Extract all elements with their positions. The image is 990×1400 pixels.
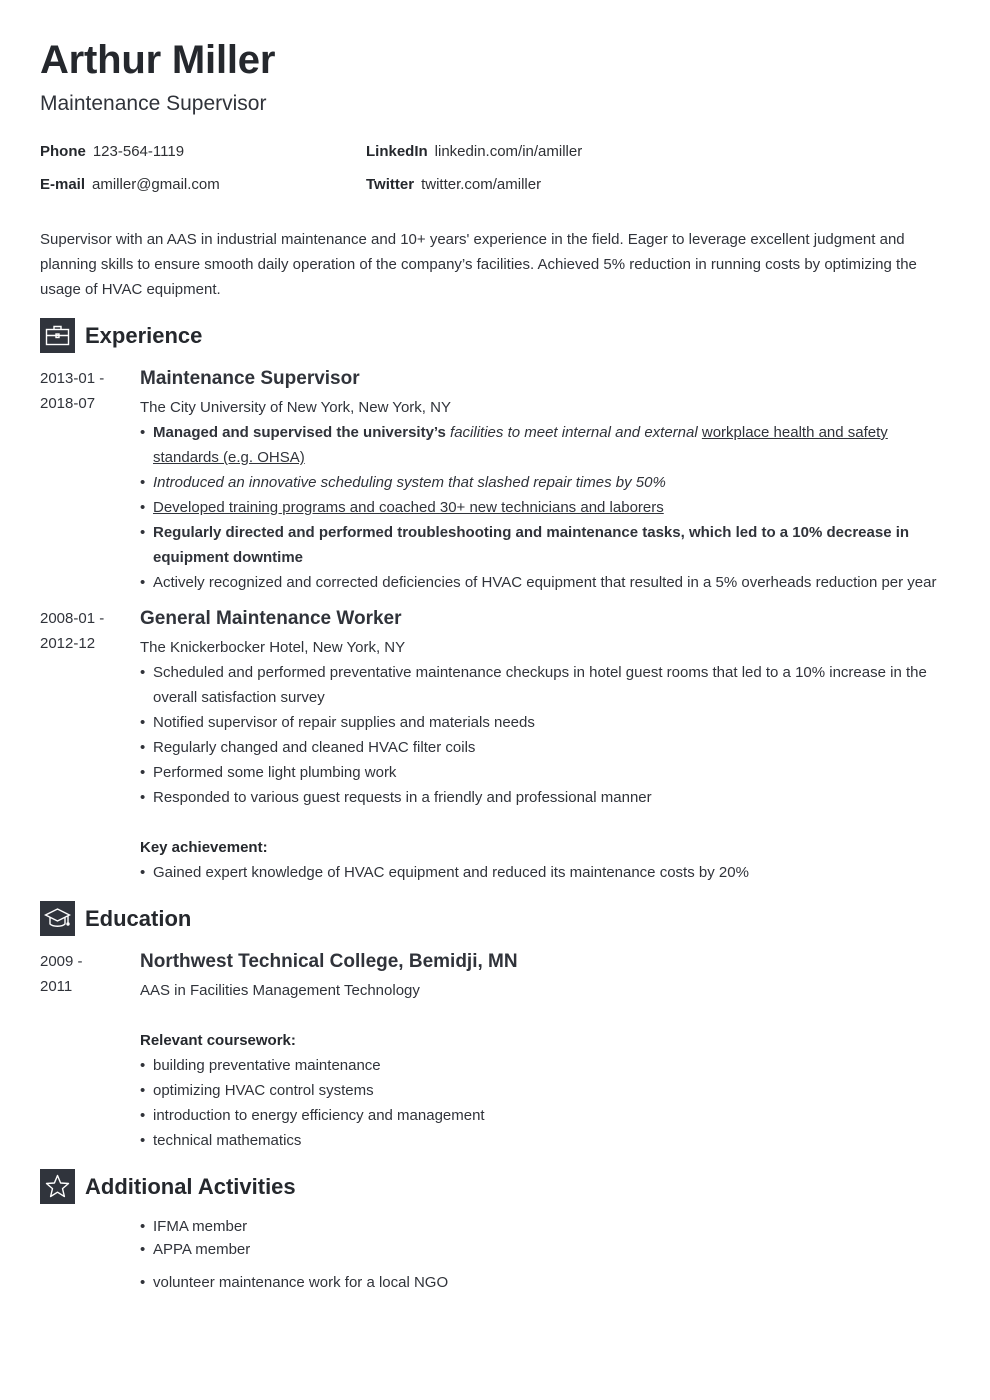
education-heading: Education bbox=[85, 906, 192, 931]
coursework-item: • introduction to energy efficiency and management bbox=[140, 1103, 950, 1128]
job-bullet: • Responded to various guest requests in a friendly and professional manner bbox=[140, 785, 950, 810]
job-bullet bbox=[140, 470, 950, 495]
degree: AAS in Facilities Management Technology bbox=[140, 982, 420, 999]
contact-linkedin bbox=[366, 142, 582, 162]
school-name: Northwest Technical College, Bemidji, MN bbox=[140, 951, 518, 972]
bullet-italic-text: facilities to meet internal and external bbox=[450, 424, 698, 441]
key-achievement-label: Key achievement: bbox=[140, 839, 268, 856]
education-section-header bbox=[40, 901, 191, 936]
activities-heading: Additional Activities bbox=[85, 1174, 296, 1199]
contact-email bbox=[40, 175, 220, 195]
bullet-italic-text: Introduced an innovative scheduling system that slashed repair times by 50% bbox=[153, 474, 666, 491]
job-bullet: • Performed some light plumbing work bbox=[140, 760, 950, 785]
bullet-underline-text: workplace health and safety standards (e.g. OHSA) bbox=[153, 424, 888, 466]
job-organization: The Knickerbocker Hotel, New York, NY bbox=[140, 639, 406, 656]
linkedin-label: LinkedIn bbox=[366, 143, 428, 160]
job-organization: The City University of New York, New York, NY bbox=[140, 399, 451, 416]
coursework-item: • technical mathematics bbox=[140, 1128, 950, 1153]
experience-section-header bbox=[40, 318, 202, 353]
bullet-bold-text: Managed and supervised the university’s bbox=[153, 424, 446, 441]
briefcase-icon bbox=[40, 318, 75, 353]
date-end: 2018-07 bbox=[40, 395, 96, 412]
job-bullets bbox=[140, 420, 950, 595]
coursework-list bbox=[140, 1053, 950, 1153]
email-label: E-mail bbox=[40, 176, 86, 193]
achievement-bullets bbox=[140, 860, 950, 885]
experience-heading: Experience bbox=[85, 323, 203, 348]
linkedin-value[interactable]: linkedin.com/in/amiller bbox=[434, 143, 583, 160]
bullet-bold-text: Regularly directed and performed troubleshooting and maintenance tasks, which led to a 10% decrease in equipment downtime bbox=[153, 524, 910, 566]
activities-section-header bbox=[40, 1169, 296, 1204]
graduation-cap-icon bbox=[40, 901, 75, 936]
contact-phone bbox=[40, 142, 184, 162]
date-start: 2013-01 - bbox=[40, 370, 105, 387]
contact-twitter bbox=[366, 175, 541, 195]
activities-list bbox=[140, 1214, 950, 1295]
job-bullet bbox=[140, 520, 950, 570]
job-bullets bbox=[140, 660, 950, 810]
bullet-underline-text: Developed training programs and coached 30+ new technicians and laborers bbox=[153, 499, 664, 516]
education-dates bbox=[40, 949, 130, 999]
twitter-label: Twitter bbox=[366, 176, 415, 193]
job-bullet: • Scheduled and performed preventative maintenance checkups in hotel guest rooms that led to a 10% increase in the overall satisfaction survey bbox=[140, 660, 950, 710]
phone-label: Phone bbox=[40, 143, 86, 160]
coursework-item: • optimizing HVAC control systems bbox=[140, 1078, 950, 1103]
job-bullet: • Regularly changed and cleaned HVAC filter coils bbox=[140, 735, 950, 760]
activity-item: • IFMA member bbox=[140, 1214, 950, 1239]
date-start: 2008-01 - bbox=[40, 610, 105, 627]
date-end: 2012-12 bbox=[40, 635, 96, 652]
job-title: Maintenance Supervisor bbox=[140, 368, 360, 389]
job-bullet bbox=[140, 495, 950, 520]
job-dates bbox=[40, 606, 130, 656]
date-end: 2011 bbox=[40, 978, 73, 995]
phone-value[interactable]: 123-564-1119 bbox=[92, 143, 185, 160]
job-bullet bbox=[140, 420, 950, 470]
candidate-title: Maintenance Supervisor bbox=[40, 92, 267, 115]
summary-paragraph: Supervisor with an AAS in industrial maintenance and 10+ years' experience in the field. Eager to leverage excellent judgment and planning skills to ensure smooth daily operation of the company’s facilities. Achieved 5% reduction in running costs by optimizing the usage of HVAC equipment. bbox=[40, 231, 917, 298]
bullet-text: Actively recognized and corrected deficiencies of HVAC equipment that resulted in a 5% overheads reduction per year bbox=[153, 574, 937, 591]
job-title: General Maintenance Worker bbox=[140, 608, 402, 629]
coursework-label: Relevant coursework: bbox=[140, 1032, 296, 1049]
email-value[interactable]: amiller@gmail.com bbox=[92, 176, 220, 193]
coursework-item: • building preventative maintenance bbox=[140, 1053, 950, 1078]
date-start: 2009 - bbox=[40, 953, 83, 970]
job-dates bbox=[40, 366, 130, 416]
candidate-name: Arthur Miller bbox=[40, 38, 276, 82]
job-bullet: • Notified supervisor of repair supplies and materials needs bbox=[140, 710, 950, 735]
twitter-value[interactable]: twitter.com/amiller bbox=[421, 176, 542, 193]
activity-item: • APPA member bbox=[140, 1237, 950, 1262]
activity-item: • volunteer maintenance work for a local NGO bbox=[140, 1270, 950, 1295]
star-icon bbox=[40, 1169, 75, 1204]
job-bullet bbox=[140, 570, 950, 595]
achievement-bullet: • Gained expert knowledge of HVAC equipment and reduced its maintenance costs by 20% bbox=[140, 860, 950, 885]
